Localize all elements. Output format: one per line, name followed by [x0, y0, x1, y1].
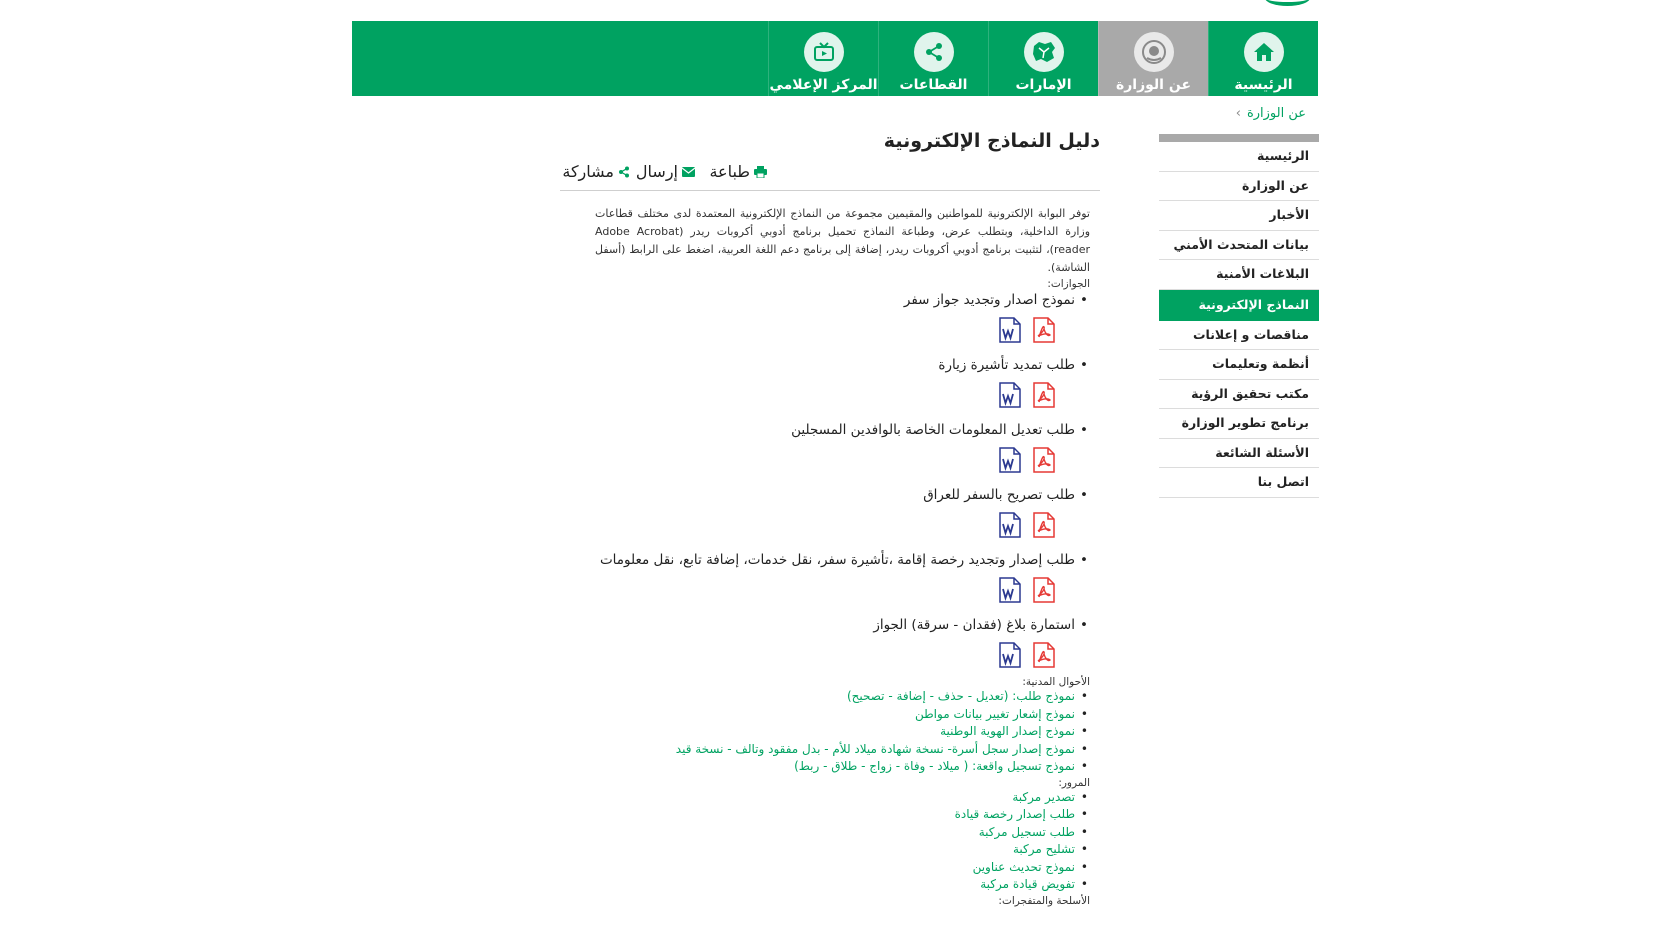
traffic-link[interactable]: • تصدير مركبة [555, 789, 1100, 807]
tv-icon [804, 32, 844, 72]
breadcrumb-item[interactable]: عن الوزارة [1246, 106, 1306, 121]
download-icons [555, 577, 1100, 605]
word-icon[interactable] [999, 382, 1021, 408]
page-title: دليل النماذج الإلكترونية [883, 130, 1100, 152]
sidebar-item-home[interactable]: الرئيسية [1159, 142, 1319, 172]
form-item: • طلب إصدار وتجديد رخصة إقامة ،تأشيرة سفر، نقل خدمات، إضافة تابع، نقل معلومات [555, 552, 1100, 571]
share-nodes-icon [914, 32, 954, 72]
print-button[interactable] [709, 162, 767, 181]
civil-link[interactable]: • نموذج إصدار الهوية الوطنية [555, 723, 1100, 741]
chevron-left-icon: › [1235, 106, 1241, 121]
form-item: • طلب تصريح بالسفر للعراق [555, 487, 1100, 506]
print-label: طباعة [709, 162, 750, 181]
form-item: • طلب تمديد تأشيرة زيارة [555, 357, 1100, 376]
share-label: مشاركة [562, 162, 614, 181]
nav-label: القطاعات [899, 77, 968, 93]
download-icons [555, 317, 1100, 345]
main-content [555, 130, 1100, 907]
sidebar-item-spokesman[interactable]: بيانات المتحدث الأمني [1159, 231, 1319, 261]
traffic-link[interactable]: • طلب تسجيل مركبة [555, 824, 1100, 842]
traffic-link[interactable]: • طلب إصدار رخصة قيادة [555, 806, 1100, 824]
nav-item-home[interactable] [1208, 21, 1318, 96]
form-item: • طلب تعديل المعلومات الخاصة بالوافدين المسجلين [555, 422, 1100, 441]
print-icon [754, 166, 767, 178]
form-item: • استمارة بلاغ (فقدان - سرقة) الجواز [555, 617, 1100, 636]
civil-link[interactable]: • نموذج إشعار تغيير بيانات مواطن [555, 706, 1100, 724]
send-button[interactable] [636, 162, 695, 181]
share-button[interactable] [562, 162, 630, 181]
passport-forms-list [555, 292, 1100, 670]
emblem-icon [1134, 32, 1174, 72]
word-icon[interactable] [999, 642, 1021, 668]
word-icon[interactable] [999, 577, 1021, 603]
section-traffic: المرور: [1058, 776, 1090, 789]
sidebar-item-development[interactable]: برنامج تطوير الوزارة [1159, 409, 1319, 439]
download-icons [555, 447, 1100, 475]
traffic-link[interactable]: • تفويض قيادة مركبة [555, 876, 1100, 894]
nav-item-about[interactable] [1098, 21, 1208, 96]
page-actions [560, 152, 1100, 191]
download-icons [555, 382, 1100, 410]
section-passports: الجوازات: [1047, 278, 1090, 290]
send-label: إرسال [635, 162, 678, 181]
main-navbar [352, 21, 1318, 96]
sidebar-item-regulations[interactable]: أنظمة وتعليمات [1159, 350, 1319, 380]
nav-label: المركز الإعلامي [769, 77, 878, 93]
sidebar-item-faq[interactable]: الأسئلة الشائعة [1159, 439, 1319, 469]
pdf-icon[interactable] [1033, 447, 1055, 473]
civil-link[interactable]: • نموذج طلب: (تعديل - حذف - إضافة - تصحيح) [555, 688, 1100, 706]
traffic-link[interactable]: • نموذج تحديث عناوين [555, 859, 1100, 877]
traffic-link[interactable]: • تشليح مركبة [555, 841, 1100, 859]
section-civil-affairs: الأحوال المدنية: [1022, 676, 1090, 688]
share-icon [618, 166, 630, 178]
sidebar-item-news[interactable]: الأخبار [1159, 201, 1319, 231]
breadcrumb [1236, 106, 1306, 121]
form-item: • نموذج اصدار وتجديد جواز سفر [555, 292, 1100, 311]
traffic-links-list [555, 789, 1100, 894]
sidebar-item-about[interactable]: عن الوزارة [1159, 172, 1319, 202]
top-decoration [1265, 0, 1310, 6]
pdf-icon[interactable] [1033, 382, 1055, 408]
pdf-icon[interactable] [1033, 317, 1055, 343]
sidebar-item-contact[interactable]: اتصل بنا [1159, 468, 1319, 498]
nav-item-sectors[interactable] [878, 21, 988, 96]
civil-link[interactable]: • نموذج إصدار سجل أسرة- نسخة شهادة ميلاد للأم - بدل مفقود وتالف - نسخة قيد [555, 741, 1100, 759]
word-icon[interactable] [999, 512, 1021, 538]
intro-text: توفر البوابة الإلكترونية للمواطنين والمقيمين مجموعة من النماذج الإلكترونية المعتمدة لدى مختلف قطاعات وزارة الداخلية، وبتطلب عرض، وطباعة النماذج تحميل برنامج أدوبي أكروبات ريدر (Adobe Acrobat reader)، لتثبيت برنامج أدوبي أكروبات ريدر، إضافة إلى برنامج دعم اللغة العربية، اضغط على الرابط (أسفل الشاشة). [595, 207, 1091, 274]
home-icon [1244, 32, 1284, 72]
section-weapons: الأسلحة والمتفجرات: [998, 894, 1090, 907]
pdf-icon[interactable] [1033, 512, 1055, 538]
pdf-icon[interactable] [1033, 642, 1055, 668]
sidebar-item-vision-office[interactable]: مكتب تحقيق الرؤية [1159, 380, 1319, 410]
pdf-icon[interactable] [1033, 577, 1055, 603]
map-icon [1024, 32, 1064, 72]
sidebar-item-e-forms[interactable]: النماذج الإلكترونية [1159, 290, 1319, 321]
nav-item-media[interactable] [768, 21, 878, 96]
civil-links-list [555, 688, 1100, 776]
nav-label: عن الوزارة [1115, 77, 1192, 93]
word-icon[interactable] [999, 447, 1021, 473]
sidebar-item-tenders[interactable]: مناقصات و إعلانات [1159, 321, 1319, 351]
nav-item-emirates[interactable] [988, 21, 1098, 96]
word-icon[interactable] [999, 317, 1021, 343]
envelope-icon [682, 167, 695, 177]
nav-label: الإمارات [1015, 77, 1072, 93]
nav-label: الرئيسية [1234, 77, 1293, 93]
sidebar-item-security-reports[interactable]: البلاغات الأمنية [1159, 260, 1319, 290]
sidebar [1159, 134, 1319, 498]
download-icons [555, 512, 1100, 540]
civil-link[interactable]: • نموذج تسجيل واقعة: ( ميلاد - وفاة - زواج - طلاق - ربط) [555, 758, 1100, 776]
download-icons [555, 642, 1100, 670]
